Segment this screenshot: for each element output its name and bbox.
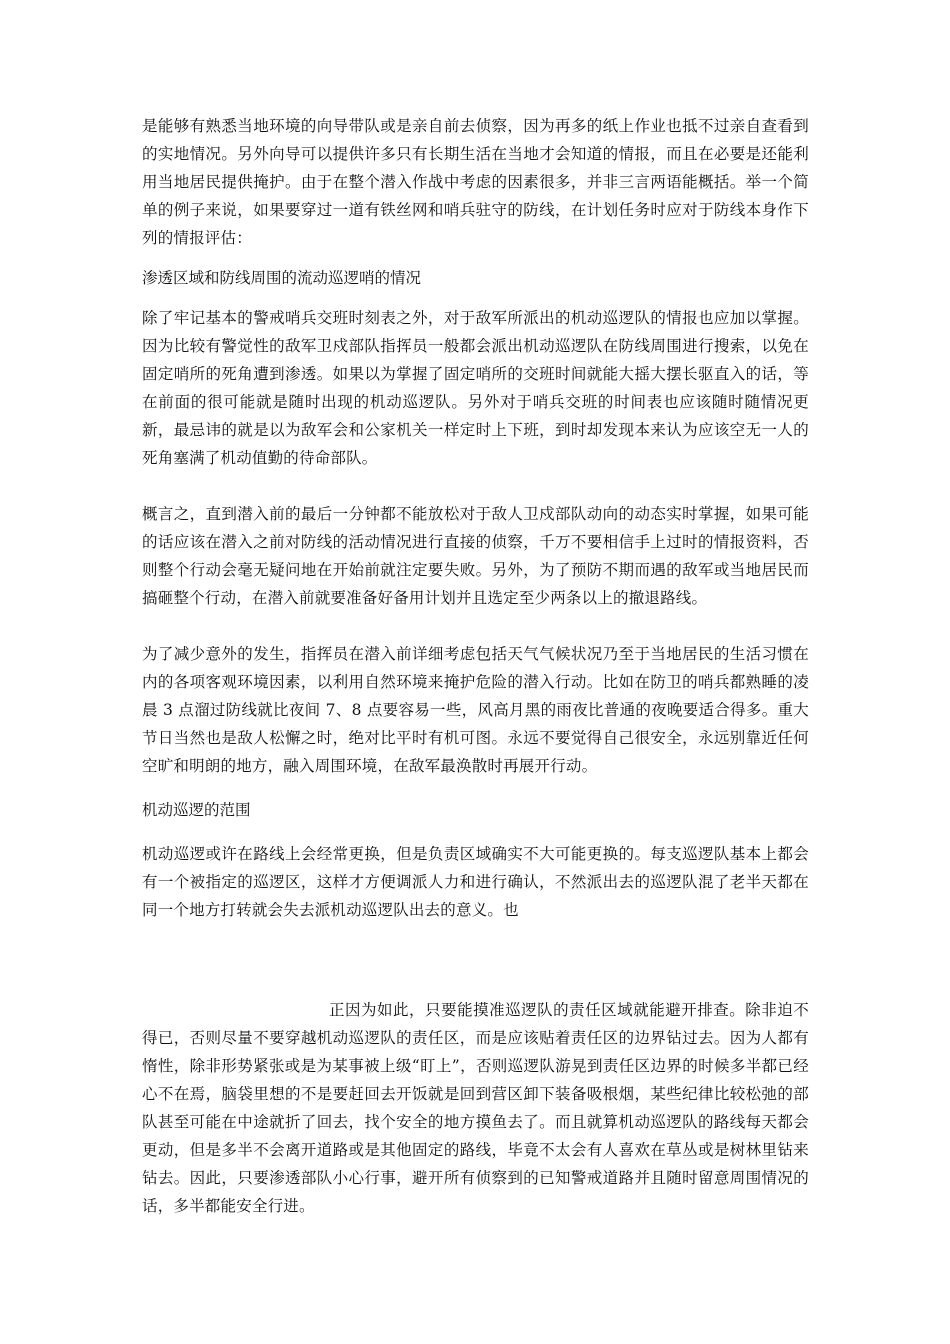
page-gap — [142, 924, 809, 996]
paragraph-realtime-monitoring: 概言之，直到潜入前的最后一分钟都不能放松对于敌人卫戍部队动向的动态实时掌握，如果可能的话应该在潜入之前对防线的活动情况进行直接的侦察，千万不要相信手上过时的情报资料，否则整个行动会毫无疑问地在开始前就注定要失败。另外，为了预防不期而遇的敌军或当地居民而搞砸整个行动，在潜入前就要准备好备用计划并且选定至少两条以上的撤退路线。 — [142, 505, 809, 607]
paragraph-mobile-patrol-intel: 除了牢记基本的警戒哨兵交班时刻表之外，对于敌军所派出的机动巡逻队的情报也应加以掌握。因为比较有警觉性的敌军卫戍部队指挥员一般都会派出机动巡逻队在防线周围进行搜索，以免在固定哨所的死角遭到渗透。如果以为掌握了固定哨所的交班时间就能大摇大摆长驱直入的话，等在前面的很可能就是随时出现的机动巡逻队。另外对于哨兵交班的时间表也应该随时随情况更新，最忌讳的就是以为敌军会和公家机关一样定时上下班，到时却发现本来认为应该空无一人的死角塞满了机动值勤的待命部队。 — [142, 309, 809, 467]
paragraph-patrol-zones: 机动巡逻或许在路线上会经常更换，但是负责区域确实不大可能更换的。每支巡逻队基本上都会有一个被指定的巡逻区，这样才方便调派人力和进行确认，不然派出去的巡逻队混了老半天都在同一个地方打转就会失去派机动巡逻队出去的意义。也 — [142, 845, 809, 919]
paragraph-guide-reconnaissance: 是能够有熟悉当地环境的向导带队或是亲自前去侦察，因为再多的纸上作业也抵不过亲自查看到的实地情况。另外向导可以提供许多只有长期生活在当地才会知道的情报，而且在必要是还能利用当地居民提供掩护。由于在整个潜入作战中考虑的因素很多，并非三言两语能概括。举一个简单的例子来说，如果要穿过一道有铁丝网和哨兵驻守的防线，在计划任务时应对于防线本身作下列的情报评估： — [142, 117, 809, 247]
document-page — [142, 112, 809, 1220]
section-heading-patrol-range: 机动巡逻的范围 — [142, 801, 251, 819]
paragraph-environment-factors: 为了减少意外的发生，指挥员在潜入前详细考虑包括天气气候状况乃至于当地居民的生活习惯在内的各项客观环境因素，以利用自然环境来掩护危险的潜入行动。比如在防卫的哨兵都熟睡的凌晨 3 点溜过防线就比夜间 7、8 点要容易一些，风高月黑的雨夜比普通的夜晚要适合得多。重大节日当然也是敌人松懈之时，绝对比平时有机可图。永远不要觉得自己很安全，永远别靠近任何空旷和明朗的地方，融入周围环境，在敌军最涣散时再展开行动。 — [142, 645, 809, 775]
paragraph-avoid-patrol-areas: 正因为如此，只要能摸准巡逻队的责任区域就能避开排查。除非迫不得已，否则尽量不要穿越机动巡逻队的责任区，而是应该贴着责任区的边界钻过去。因为人都有惰性，除非形势紧张或是为某事被上级“盯上”，否则巡逻队游晃到责任区边界的时候多半都已经心不在焉，脑袋里想的不是要赶回去开饭就是回到营区卸下装备吸根烟，某些纪律比较松弛的部队甚至可能在中途就折了回去，找个安全的地方摸鱼去了。而且就算机动巡逻队的路线每天都会更动，但是多半不会离开道路或是其他固定的路线，毕竟不太会有人喜欢在草丛或是树林里钻来钻去。因此，只要渗透部队小心行事，避开所有侦察到的已知警戒道路并且随时留意周围情况的话，多半都能安全行进。 — [142, 1001, 809, 1215]
section-heading-patrol-situation: 渗透区域和防线周围的流动巡逻哨的情况 — [142, 269, 422, 287]
